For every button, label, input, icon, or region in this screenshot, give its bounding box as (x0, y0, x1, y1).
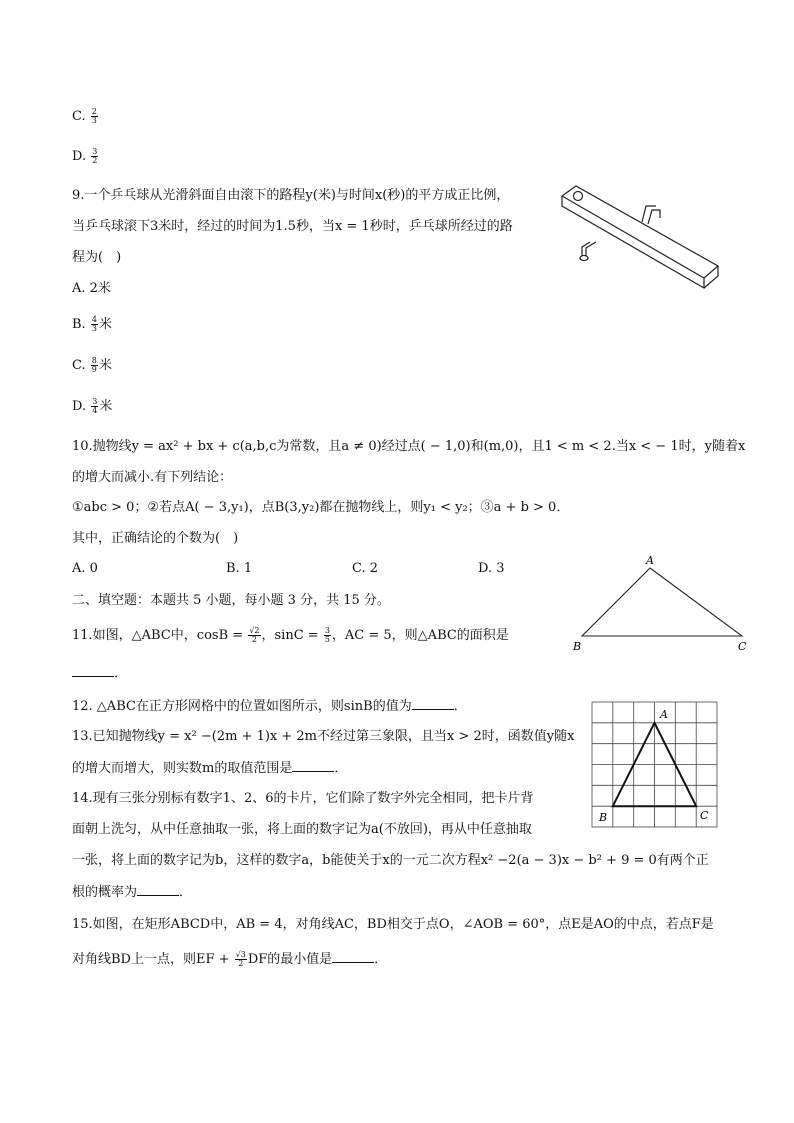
q12-label-b: B (599, 811, 608, 824)
q15-answer-blank[interactable] (332, 950, 374, 963)
q8-option-d-fraction (91, 148, 98, 165)
q14-stem-line4 (72, 883, 192, 902)
q9-option-d[interactable] (72, 398, 112, 416)
q10-stem-line1: 10.抛物线y = ax² + bx + c(a,b,c为常数，且a ≠ 0)经过点( − 1,0)和(m,0)，且1 < m < 2.当x < − 1时，y随着x (72, 439, 746, 454)
q9-option-c-fraction (91, 357, 98, 374)
q12-label-a: A (660, 708, 668, 721)
q10-option-c[interactable]: C. 2 (352, 561, 379, 576)
q14-text: 根的概率为 (72, 885, 138, 900)
q13-text: 的增大而增大，则实数m的取值范围是 (72, 761, 293, 776)
q9-incline-figure (560, 182, 720, 292)
q12-label-c: C (700, 809, 709, 822)
q9-option-a[interactable]: A. 2米 (72, 281, 111, 296)
option-label: C. (72, 358, 86, 373)
q11-answer-blank[interactable] (72, 664, 114, 677)
frac-numerator: √2 (249, 626, 260, 635)
q11-sin-fraction (324, 627, 331, 644)
q14-stem-line1: 14.现有三张分别标有数字1、2、6的卡片，它们除了数字外完全相同，把卡片背 (72, 791, 534, 806)
q8-option-c-label: C. (72, 109, 86, 124)
q14-end: ． (179, 885, 193, 900)
q11-label-a: A (646, 554, 654, 567)
frac-numerator: √3 (235, 950, 246, 959)
q15-stem-line1: 15.如图，在矩形ABCD中，AB = 4，对角线AC，BD相交于点O，∠AOB = 60°，点E是AO的中点，若点F是 (72, 917, 714, 932)
frac-denominator: 2 (251, 635, 257, 644)
frac-numerator: 3 (324, 626, 330, 635)
q13-stem-line1: 13.已知抛物线y = x² −(2m + 1)x + 2m不经过第三象限，且当x > 2时，函数值y随x (72, 729, 575, 744)
frac-denominator: 3 (91, 324, 97, 333)
frac-denominator: 5 (324, 635, 330, 644)
frac-numerator: 8 (91, 356, 97, 365)
frac-numerator: 4 (91, 315, 97, 324)
option-unit: 米 (99, 399, 113, 414)
q11-end: ． (114, 666, 128, 681)
q10-stem-line4: 其中，正确结论的个数为( ) (72, 531, 239, 546)
q10-option-a[interactable]: A. 0 (72, 561, 98, 576)
frac-numerator: 2 (91, 107, 97, 116)
q13-answer-blank[interactable] (292, 759, 334, 772)
q11-cos-fraction (248, 627, 260, 644)
q11-label-c: C (738, 640, 747, 652)
q11-answer-line (72, 664, 127, 683)
frac-denominator: 9 (91, 365, 97, 374)
frac-denominator: 2 (92, 156, 98, 165)
option-unit: 米 (98, 358, 112, 373)
q14-stem-line2: 面朝上洗匀，从中任意抽取一张，将上面的数字记为a(不放回)，再从中任意抽取 (72, 822, 532, 837)
frac-denominator: 2 (238, 959, 244, 968)
q9-stem-line3: 程为( ) (72, 250, 122, 265)
q8-option-c[interactable] (72, 108, 99, 126)
q9-option-d-fraction (91, 398, 98, 415)
frac-denominator: 3 (91, 116, 97, 125)
q8-option-d[interactable] (72, 148, 99, 166)
q12-text: 12. △ABC在正方形网格中的位置如图所示，则sinB的值为 (72, 699, 412, 714)
q11-label-b: B (573, 640, 582, 652)
q13-stem-line2 (72, 759, 347, 778)
option-unit: 米 (98, 317, 112, 332)
option-label: D. (72, 399, 87, 414)
option-label: B. (72, 317, 86, 332)
q9-option-b-fraction (91, 316, 98, 333)
q8-option-c-fraction (91, 108, 98, 125)
q11-triangle-figure (570, 552, 750, 652)
q11-stem-line1 (72, 627, 509, 645)
q10-option-d[interactable]: D. 3 (478, 561, 505, 576)
q11-text-post: ，AC = 5，则△ABC的面积是 (331, 628, 509, 643)
frac-numerator: 3 (92, 147, 98, 156)
q13-end: ． (334, 761, 348, 776)
q12-grid-figure (590, 700, 730, 840)
q12-stem (72, 697, 467, 716)
q10-conclusions: ①abc > 0；②若点A( − 3,y₁)，点B(3,y₂)都在抛物线上，则y₁ < y₂；③a + b > 0． (72, 500, 570, 515)
q9-option-b[interactable] (72, 316, 112, 334)
q15-text-pre: 对角线BD上一点，则EF + (72, 952, 230, 967)
q12-answer-blank[interactable] (412, 697, 454, 710)
q15-stem-line2 (72, 950, 387, 969)
q14-answer-blank[interactable] (137, 883, 179, 896)
q8-option-d-label: D. (72, 149, 87, 164)
q11-text-pre: 11.如图，△ABC中，cosB = (72, 628, 244, 643)
q9-stem-line2: 当乒乓球滚下3米时，经过的时间为1.5秒，当x = 1秒时，乒乓球所经过的路 (72, 219, 513, 234)
q10-option-b[interactable]: B. 1 (226, 561, 253, 576)
q15-fraction (235, 951, 247, 968)
q11-text-mid: ，sinC = (261, 628, 319, 643)
q12-end: ． (453, 699, 467, 714)
q9-stem-line1: 9.一个乒乓球从光滑斜面自由滚下的路程y(米)与时间x(秒)的平方成正比例， (72, 188, 510, 203)
q14-stem-line3: 一张，将上面的数字记为b，这样的数字a，b能使关于x的一元二次方程x² −2(a − 3)x − b² + 9 = 0有两个正 (72, 853, 709, 868)
q9-option-c[interactable] (72, 357, 112, 375)
frac-numerator: 3 (92, 397, 98, 406)
q10-stem-line2: 的增大而减小.有下列结论： (72, 470, 233, 485)
section-2-heading: 二、填空题：本题共 5 小题，每小题 3 分，共 15 分。 (72, 593, 390, 608)
frac-denominator: 4 (92, 406, 98, 415)
q15-end: ． (374, 952, 388, 967)
q15-text-post: DF的最小值是 (247, 952, 333, 967)
